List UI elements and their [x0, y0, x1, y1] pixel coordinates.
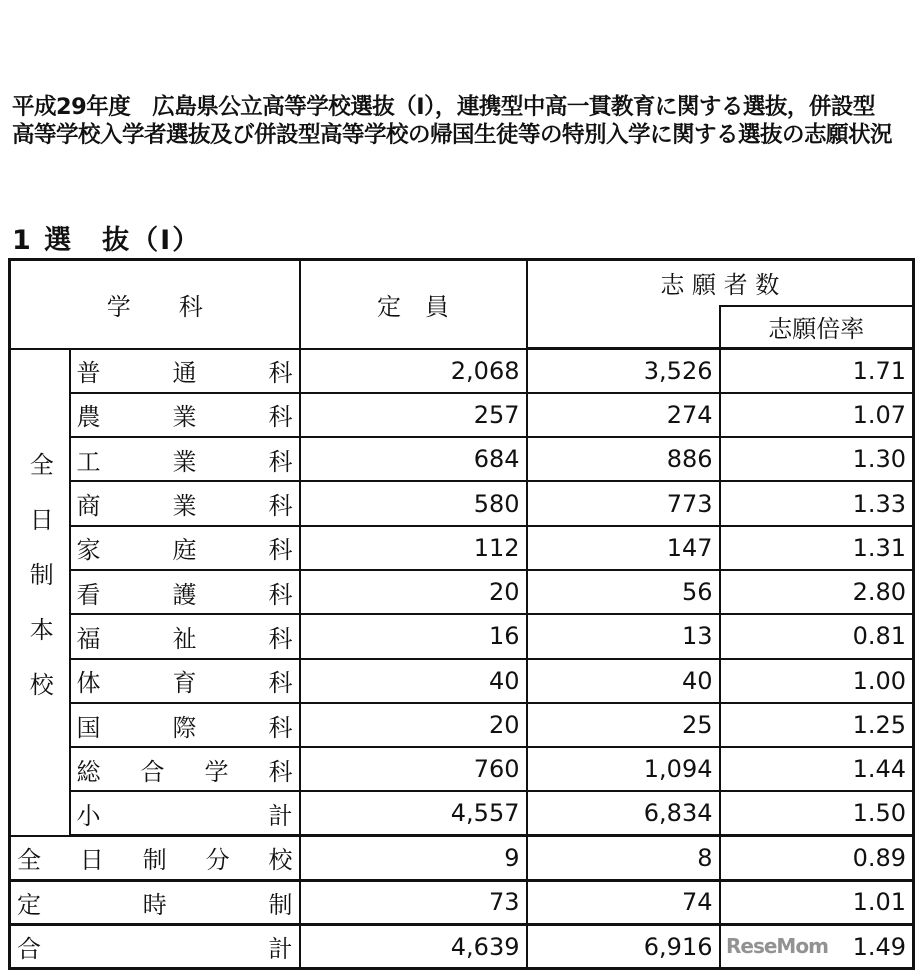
ratio-cell: 1.33 [720, 481, 914, 525]
applicants-cell: 56 [527, 570, 720, 614]
capacity-cell: 16 [300, 614, 527, 658]
subject-cell: 全日制分校 [10, 836, 300, 880]
subject-cell: 国際科 [70, 703, 300, 747]
applicants-cell: 13 [527, 614, 720, 658]
applicants-cell: 886 [527, 437, 720, 481]
ratio-cell: 1.49 [720, 924, 914, 968]
table-row [10, 570, 914, 614]
capacity-cell: 9 [300, 836, 527, 880]
ratio-cell: 1.25 [720, 703, 914, 747]
section-heading: 1 選 抜（Ⅰ） [12, 225, 202, 256]
table-row [10, 747, 914, 791]
subject-cell: 看護科 [70, 570, 300, 614]
capacity-cell: 4,639 [300, 924, 527, 968]
header-applicants-blank [527, 306, 720, 349]
applicants-cell: 8 [527, 836, 720, 880]
group-label-text: 全日制本校 [25, 451, 54, 727]
subject-cell: 合計 [10, 924, 300, 968]
table-row [10, 614, 914, 658]
capacity-cell: 257 [300, 393, 527, 437]
capacity-cell: 73 [300, 880, 527, 924]
ratio-cell: 1.50 [720, 791, 914, 835]
header-ratio: 志願倍率 [720, 306, 914, 349]
table-row [10, 791, 914, 835]
ratio-cell: 1.07 [720, 393, 914, 437]
table-row [10, 703, 914, 747]
capacity-cell: 4,557 [300, 791, 527, 835]
table-row [10, 393, 914, 437]
header-subject: 学 科 [10, 260, 300, 349]
subject-cell: 定時制 [10, 880, 300, 924]
subject-cell: 農業科 [70, 393, 300, 437]
table-row [10, 880, 914, 924]
applicants-cell: 773 [527, 481, 720, 525]
subject-cell: 総合学科 [70, 747, 300, 791]
table-row [10, 481, 914, 525]
ratio-cell: 2.80 [720, 570, 914, 614]
document-title: 平成29年度 広島県公立高等学校選抜（Ⅰ），連携型中高一貫教育に関する選抜，併設型高等学校入学者選抜及び併設型高等学校の帰国生徒等の特別入学に関する選抜の志願状況 [12, 94, 893, 148]
capacity-cell: 20 [300, 570, 527, 614]
group-label [10, 349, 70, 836]
applicants-cell: 74 [527, 880, 720, 924]
subject-cell: 福祉科 [70, 614, 300, 658]
table-row [10, 526, 914, 570]
table-row [10, 349, 914, 393]
capacity-cell: 20 [300, 703, 527, 747]
subject-cell: 家庭科 [70, 526, 300, 570]
applicants-cell: 6,916 [527, 924, 720, 968]
header-capacity: 定 員 [300, 260, 527, 349]
applicants-cell: 3,526 [527, 349, 720, 393]
ratio-cell: 1.01 [720, 880, 914, 924]
header-applicants: 志 願 者 数 [527, 260, 914, 306]
ratio-cell: 1.44 [720, 747, 914, 791]
capacity-cell: 684 [300, 437, 527, 481]
applicants-cell: 40 [527, 659, 720, 703]
table-row [10, 659, 914, 703]
subject-cell: 工業科 [70, 437, 300, 481]
ratio-cell: 1.71 [720, 349, 914, 393]
table-row [10, 836, 914, 880]
subject-cell: 商業科 [70, 481, 300, 525]
capacity-cell: 2,068 [300, 349, 527, 393]
applicants-cell: 147 [527, 526, 720, 570]
ratio-cell: 0.81 [720, 614, 914, 658]
applicants-cell: 25 [527, 703, 720, 747]
ratio-cell: 1.31 [720, 526, 914, 570]
ratio-cell: 0.89 [720, 836, 914, 880]
subject-cell: 普通科 [70, 349, 300, 393]
capacity-cell: 760 [300, 747, 527, 791]
applicants-cell: 274 [527, 393, 720, 437]
applications-table [8, 258, 915, 970]
capacity-cell: 40 [300, 659, 527, 703]
applicants-cell: 6,834 [527, 791, 720, 835]
applicants-cell: 1,094 [527, 747, 720, 791]
ratio-cell: 1.00 [720, 659, 914, 703]
subject-cell: 小計 [70, 791, 300, 835]
capacity-cell: 112 [300, 526, 527, 570]
ratio-cell: 1.30 [720, 437, 914, 481]
capacity-cell: 580 [300, 481, 527, 525]
table-row [10, 437, 914, 481]
watermark-logo: ReseMom [726, 934, 828, 958]
subject-cell: 体育科 [70, 659, 300, 703]
